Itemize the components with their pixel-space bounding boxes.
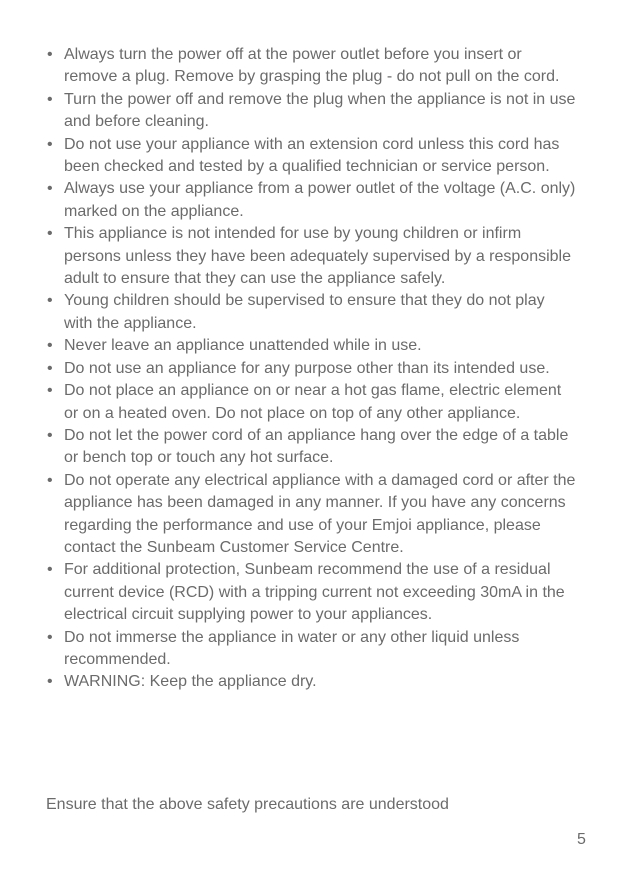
list-item [47, 470, 577, 560]
list-item-text: Do not operate any electrical appliance with a damaged cord or after the appliance has been damaged in any manner. If you have any concerns regarding the performance and use of your Emjoi appliance, please contact the Sunbeam Customer Service Centre. [64, 471, 576, 556]
list-item-text: Turn the power off and remove the plug when the appliance is not in use and before cleaning. [64, 90, 576, 131]
list-item-text: Always use your appliance from a power outlet of the voltage (A.C. only) marked on the appliance. [64, 180, 576, 220]
list-item [47, 44, 577, 89]
list-item-text: For additional protection, Sunbeam recommend the use of a residual current device (RCD) with a tripping current not exceeding 30mA in the electrical circuit supplying power to your appliances. [64, 561, 565, 624]
list-item [47, 627, 577, 672]
bullet-icon: • [47, 180, 53, 198]
list-item [47, 380, 577, 425]
list-item [47, 178, 577, 223]
list-item-text: This appliance is not intended for use by young children or infirm persons unless they have been adequately supervised by a responsible adult to ensure that they can use the appliance safely. [64, 225, 571, 288]
list-item [47, 358, 577, 380]
list-item [47, 134, 577, 179]
safety-precautions-list [47, 44, 577, 694]
bullet-icon: • [47, 292, 53, 310]
list-item-text: WARNING: Keep the appliance dry. [64, 673, 317, 691]
bullet-icon: • [47, 337, 53, 355]
bullet-icon: • [47, 225, 53, 243]
bullet-icon: • [47, 359, 53, 377]
list-item [47, 290, 577, 335]
bullet-icon: • [47, 46, 53, 63]
list-item-text: Young children should be supervised to ensure that they do not play with the appliance. [64, 292, 545, 332]
bullet-icon: • [47, 426, 53, 444]
list-item [47, 559, 577, 626]
bullet-icon: • [47, 382, 53, 400]
list-item-text: Do not use your appliance with an extension cord unless this cord has been checked and tested by a qualified technician or service person. [64, 135, 560, 176]
bullet-icon: • [47, 135, 53, 153]
list-item [47, 335, 577, 357]
list-item-text: Do not immerse the appliance in water or any other liquid unless recommended. [64, 628, 520, 668]
bullet-icon: • [47, 561, 53, 579]
list-item-text: Never leave an appliance unattended while in use. [64, 337, 422, 355]
list-item-text: Do not place an appliance on or near a hot gas flame, electric element or on a heated oven. Do not place on top of any other appliance. [64, 382, 562, 422]
bullet-icon: • [47, 673, 53, 691]
list-item [47, 425, 577, 470]
list-item [47, 89, 577, 134]
list-item [47, 223, 577, 290]
page-number: 5 [577, 831, 586, 848]
bullet-icon: • [47, 90, 53, 108]
bullet-icon: • [47, 628, 53, 646]
bullet-icon: • [47, 471, 53, 489]
list-item-text: Do not let the power cord of an appliance hang over the edge of a table or bench top or touch any hot surface. [64, 426, 569, 467]
list-item [47, 671, 577, 693]
list-item-text: Do not use an appliance for any purpose other than its intended use. [64, 359, 550, 377]
closing-statement: Ensure that the above safety precautions are understood [46, 796, 449, 813]
list-item-text: Always turn the power off at the power outlet before you insert or remove a plug. Remove by grasping the plug - do not pull on the cord. [64, 46, 560, 86]
